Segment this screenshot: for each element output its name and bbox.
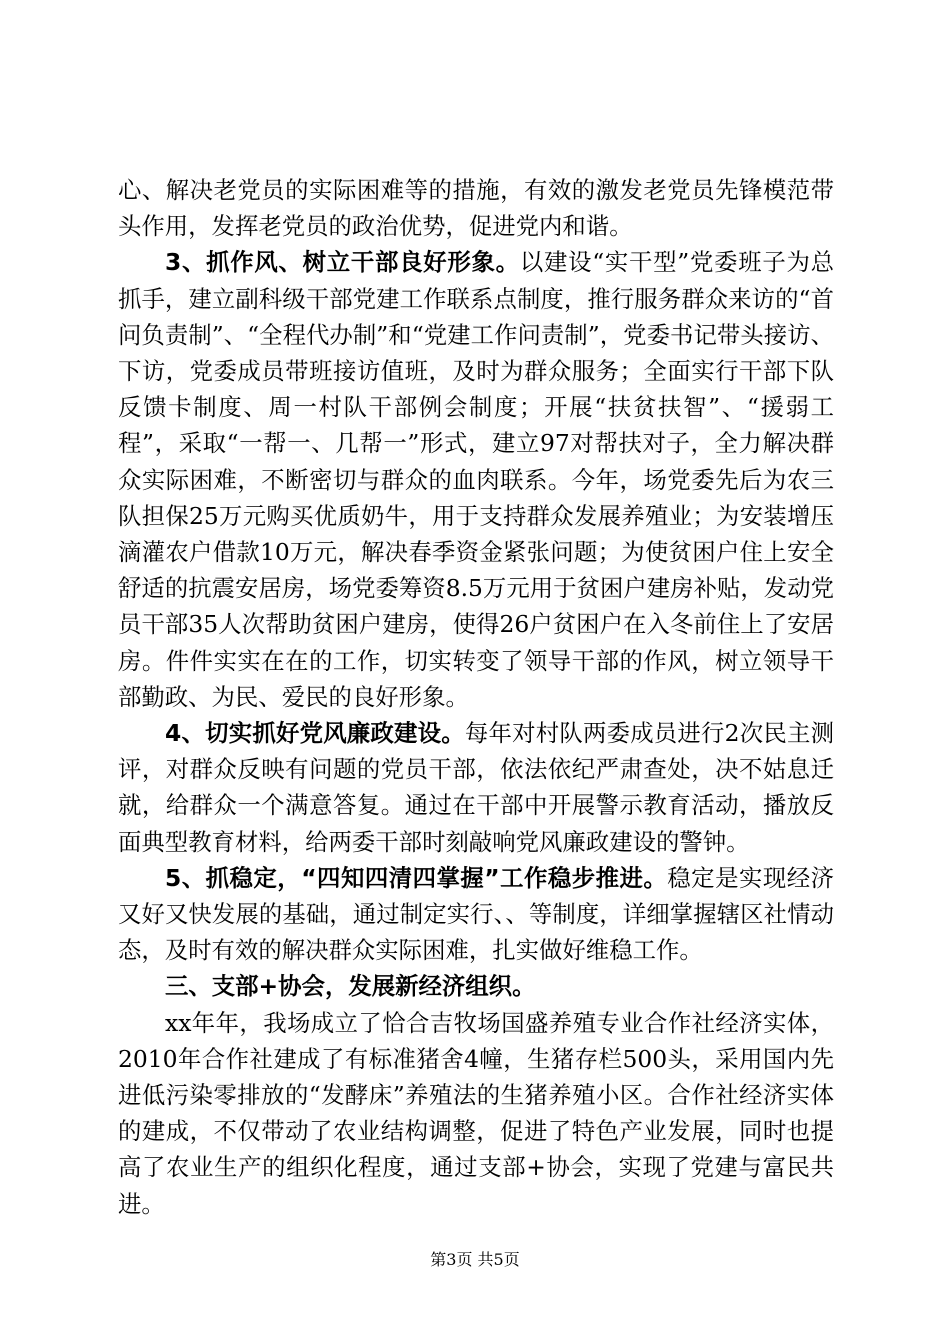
paragraph-text: 心、解决老党员的实际困难等的措施，有效的激发老党员先锋模范带头作用，发挥老党员的政治优势，促进党内和谐。 (118, 176, 834, 241)
paragraph-text: 每年对村队两委成员进行2次民主测评，对群众反映有问题的党员干部，依法依纪严肃查处，决不姑息迁就，给群众一个满意答复。通过在干部中开展警示教育活动，播放反面典型教育材料，给两委干部时刻敲响党风廉政建设的警钟。 (118, 719, 834, 856)
section-heading-text: 三、支部+协会，发展新经济组织。 (165, 972, 536, 1001)
paragraph-text: 以建设“实干型”党委班子为总抓手，建立副科级干部党建工作联系点制度，推行服务群众来访的“首问负责制”、“全程代办制”和“党建工作问责制”，党委书记带头接访、下访，党委成员带班接访值班，及时为群众服务；全面实行干部下队反馈卡制度、周一村队干部例会制度；开展“扶贫扶智”、“援弱工程”，采取“一帮一、几帮一”形式，建立97对帮扶对子，全力解决群众实际困难，不断密切与群众的血肉联系。今年，场党委先后为农三队担保25万元购买优质奶牛，用于支持群众发展养殖业；为安装增压滴灌农户借款10万元，解决春季资金紧张问题；为使贫困户住上安全舒适的抗震安居房，场党委筹资8.5万元用于贫困户建房补贴，发动党员干部35人次帮助贫困户建房，使得26户贫困户在入冬前住上了安居房。件件实实在在的工作，切实转变了领导干部的作风，树立领导干部勤政、为民、爱民的良好形象。 (118, 248, 834, 711)
document-body (118, 172, 834, 1222)
paragraph (118, 860, 834, 969)
paragraph-text: xx年年，我场成立了恰合吉牧场国盛养殖专业合作社经济实体，2010年合作社建成了有标准猪舍4幢，生猪存栏500头，采用国内先进低污染零排放的“发酵床”养殖法的生猪养殖小区。合作社经济实体的建成，不仅带动了农业结构调整，促进了特色产业发展，同时也提高了农业生产的组织化程度，通过支部+协会，实现了党建与富民共进。 (118, 1008, 834, 1218)
paragraph (118, 715, 834, 860)
paragraph-heading: 4、切实抓好党风廉政建设。 (165, 719, 465, 748)
paragraph-heading: 5、抓稳定，“四知四清四掌握”工作稳步推进。 (165, 863, 668, 892)
paragraph (118, 244, 834, 715)
paragraph-text: 稳定是实现经济又好又快发展的基础，通过制定实行、、等制度，详细掌握辖区社情动态，及时有效的解决群众实际困难，扎实做好维稳工作。 (118, 863, 834, 965)
section-heading (118, 968, 834, 1004)
page-number: 第3页 共5页 (430, 1250, 520, 1269)
paragraph-heading: 3、抓作风、树立干部良好形象。 (165, 248, 520, 277)
paragraph (118, 1005, 834, 1222)
page-footer (0, 1247, 950, 1270)
paragraph (118, 172, 834, 244)
